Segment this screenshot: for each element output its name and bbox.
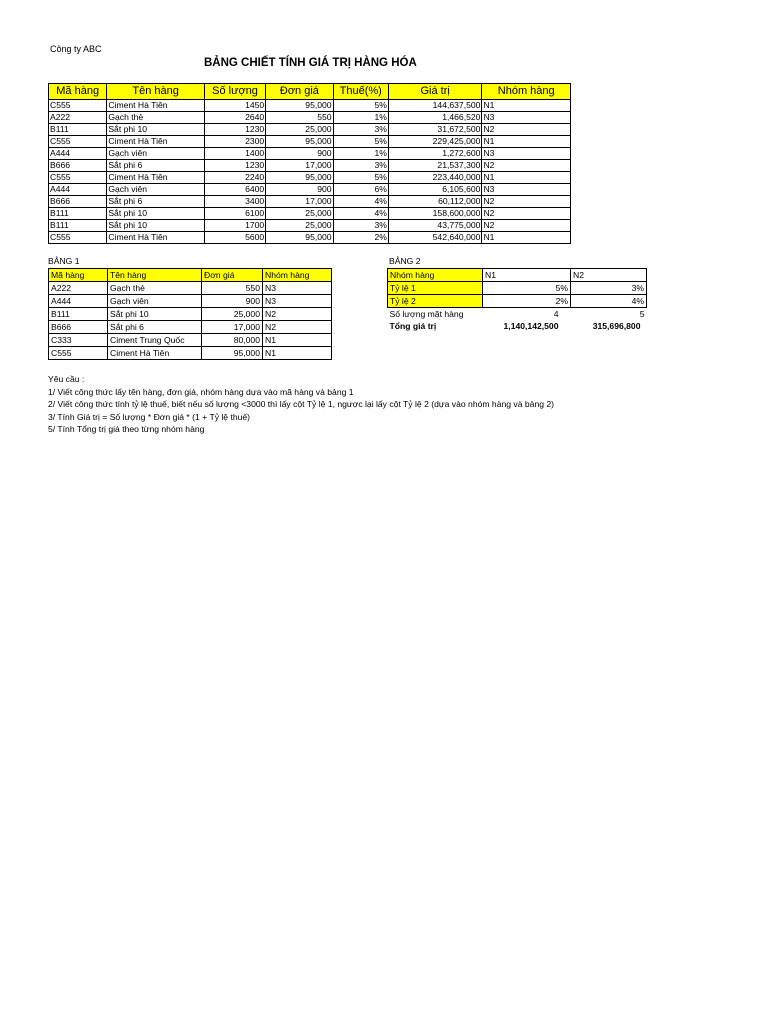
- cell-so-luong[interactable]: 1400: [204, 148, 265, 160]
- table-row: [49, 220, 571, 232]
- cell-ma-hang[interactable]: C555: [49, 100, 107, 112]
- cell-don-gia[interactable]: 95,000: [266, 172, 333, 184]
- table-row: [49, 208, 571, 220]
- cell-ma-hang[interactable]: B111: [49, 208, 107, 220]
- bang2-header-label[interactable]: Nhóm hàng: [388, 269, 483, 282]
- header-don-gia[interactable]: Đơn giá: [266, 84, 333, 100]
- cell-ten-hang[interactable]: Ciment Hà Tiên: [107, 136, 205, 148]
- cell-ten-hang[interactable]: Sắt phi 6: [107, 160, 205, 172]
- bang2-table: [387, 268, 647, 332]
- header-nhom-hang[interactable]: Nhóm hàng: [482, 84, 571, 100]
- cell-don-gia[interactable]: 900: [202, 295, 263, 308]
- cell-thue[interactable]: 2%: [333, 232, 388, 244]
- table-row: [49, 136, 571, 148]
- cell-ten-hang[interactable]: Ciment Hà Tiên: [108, 347, 202, 360]
- main-table-header: [49, 84, 571, 100]
- bang2-group-n1[interactable]: N1: [483, 269, 571, 282]
- table-row: [49, 124, 571, 136]
- cell-nhom-hang[interactable]: N2: [482, 124, 571, 136]
- ty-le-1-label[interactable]: Tỷ lệ 1: [388, 282, 483, 295]
- note-item: 2/ Viết công thức tính tỷ lệ thuế, biết nếu số lượng <3000 thì lấy cột Tỷ lệ 1, ngược lại lấy cột Tỷ lệ 2 (dựa vào nhóm hàng và bảng 2): [48, 399, 555, 409]
- cell-ma-hang[interactable]: C333: [49, 334, 108, 347]
- table-row: [49, 321, 332, 334]
- cell-ma-hang[interactable]: C555: [49, 136, 107, 148]
- cell-don-gia[interactable]: 550: [202, 282, 263, 295]
- table-row: [49, 184, 571, 196]
- cell-don-gia[interactable]: 95,000: [202, 347, 263, 360]
- cell-so-luong[interactable]: 2300: [204, 136, 265, 148]
- cell-gia-tri[interactable]: 542,640,000: [388, 232, 482, 244]
- bang1-header: [49, 269, 332, 282]
- page-title: BẢNG CHIẾT TÍNH GIÁ TRỊ HÀNG HÓA: [204, 57, 417, 69]
- table-row: [49, 160, 571, 172]
- cell-nhom-hang[interactable]: N2: [482, 220, 571, 232]
- bang2-ty-le-2-row: [388, 295, 647, 308]
- header-ten-hang[interactable]: Tên hàng: [107, 84, 205, 100]
- cell-don-gia[interactable]: 900: [266, 184, 333, 196]
- cell-don-gia[interactable]: 95,000: [266, 232, 333, 244]
- so-luong-n2[interactable]: 5: [639, 309, 645, 319]
- cell-ten-hang[interactable]: Sắt phi 10: [107, 208, 205, 220]
- cell-don-gia[interactable]: 17,000: [266, 160, 333, 172]
- cell-ten-hang[interactable]: Ciment Hà Tiên: [107, 100, 205, 112]
- cell-nhom-hang[interactable]: N1: [263, 334, 332, 347]
- tong-gia-tri-label[interactable]: Tổng giá trị: [389, 321, 437, 331]
- cell-thue[interactable]: 5%: [333, 100, 388, 112]
- cell-nhom-hang[interactable]: N1: [482, 232, 571, 244]
- bang1-header-ten-hang[interactable]: Tên hàng: [108, 269, 202, 282]
- cell-nhom-hang[interactable]: N1: [482, 136, 571, 148]
- ty-le-2-n2[interactable]: 4%: [571, 295, 647, 308]
- cell-so-luong[interactable]: 6100: [204, 208, 265, 220]
- cell-ma-hang[interactable]: B666: [49, 196, 107, 208]
- cell-don-gia[interactable]: 95,000: [266, 100, 333, 112]
- cell-thue[interactable]: 5%: [333, 172, 388, 184]
- header-ma-hang[interactable]: Mã hàng: [49, 84, 107, 100]
- table-row: [49, 347, 332, 360]
- ty-le-2-n1[interactable]: 2%: [483, 295, 571, 308]
- cell-thue[interactable]: 3%: [333, 124, 388, 136]
- cell-gia-tri[interactable]: 223,440,000: [388, 172, 482, 184]
- cell-don-gia[interactable]: 17,000: [202, 321, 263, 334]
- table-row: [49, 334, 332, 347]
- cell-nhom-hang[interactable]: N3: [263, 295, 332, 308]
- cell-nhom-hang[interactable]: N1: [482, 100, 571, 112]
- bang2-so-luong-row: [388, 308, 647, 321]
- cell-so-luong[interactable]: 1700: [204, 220, 265, 232]
- requirements-notes: [48, 373, 554, 436]
- main-table: [48, 83, 571, 244]
- cell-don-gia[interactable]: 80,000: [202, 334, 263, 347]
- cell-ten-hang[interactable]: Sắt phi 10: [107, 220, 205, 232]
- table-row: [49, 295, 332, 308]
- so-luong-mat-hang-label[interactable]: Số lượng mặt hàng: [389, 309, 464, 319]
- bang1-header-ma-hang[interactable]: Mã hàng: [49, 269, 108, 282]
- cell-ma-hang[interactable]: A222: [49, 282, 108, 295]
- ty-le-1-n2[interactable]: 3%: [571, 282, 647, 295]
- company-name: Công ty ABC: [50, 44, 102, 54]
- cell-thue[interactable]: 3%: [333, 160, 388, 172]
- cell-don-gia[interactable]: 25,000: [202, 308, 263, 321]
- cell-nhom-hang[interactable]: N2: [482, 196, 571, 208]
- cell-thue[interactable]: 6%: [333, 184, 388, 196]
- cell-ten-hang[interactable]: Gạch viên: [107, 184, 205, 196]
- table-row: [49, 282, 332, 295]
- so-luong-n1[interactable]: 4: [553, 309, 559, 319]
- cell-so-luong[interactable]: 5600: [204, 232, 265, 244]
- cell-gia-tri[interactable]: 158,600,000: [388, 208, 482, 220]
- cell-nhom-hang[interactable]: N1: [482, 172, 571, 184]
- bang1-header-nhom-hang[interactable]: Nhóm hàng: [263, 269, 332, 282]
- ty-le-1-n1[interactable]: 5%: [483, 282, 571, 295]
- cell-ma-hang[interactable]: A444: [49, 295, 108, 308]
- table-row: [49, 148, 571, 160]
- note-item: 5/ Tính Tổng trị giá theo từng nhóm hàng: [48, 424, 205, 434]
- header-gia-tri[interactable]: Giá trị: [388, 84, 482, 100]
- cell-gia-tri[interactable]: 144,637,500: [388, 100, 482, 112]
- bang1-table: [48, 268, 332, 360]
- cell-ma-hang[interactable]: C555: [49, 232, 107, 244]
- cell-ten-hang[interactable]: Sắt phi 6: [108, 321, 202, 334]
- table-row: [49, 172, 571, 184]
- cell-ma-hang[interactable]: B666: [49, 160, 107, 172]
- cell-ten-hang[interactable]: Ciment Trung Quốc: [108, 334, 202, 347]
- cell-so-luong[interactable]: 1230: [204, 124, 265, 136]
- cell-ten-hang[interactable]: Gạch viên: [107, 148, 205, 160]
- cell-gia-tri[interactable]: 6,105,600: [388, 184, 482, 196]
- cell-don-gia[interactable]: 25,000: [266, 220, 333, 232]
- bang2-tong-row: [388, 320, 647, 332]
- cell-gia-tri[interactable]: 43,775,000: [388, 220, 482, 232]
- cell-ten-hang[interactable]: Sắt phi 6: [107, 196, 205, 208]
- cell-ma-hang[interactable]: B111: [49, 308, 108, 321]
- cell-nhom-hang[interactable]: N1: [263, 347, 332, 360]
- cell-nhom-hang[interactable]: N2: [263, 308, 332, 321]
- cell-ten-hang[interactable]: Gạch thẻ: [107, 112, 205, 124]
- bang2-ty-le-1-row: [388, 282, 647, 295]
- bang2-group-n2[interactable]: N2: [571, 269, 647, 282]
- cell-thue[interactable]: 4%: [333, 196, 388, 208]
- table-row: [49, 100, 571, 112]
- cell-gia-tri[interactable]: 21,537,300: [388, 160, 482, 172]
- cell-so-luong[interactable]: 6400: [204, 184, 265, 196]
- cell-thue[interactable]: 3%: [333, 220, 388, 232]
- cell-so-luong[interactable]: 1230: [204, 160, 265, 172]
- header-so-luong[interactable]: Số lượng: [204, 84, 265, 100]
- cell-gia-tri[interactable]: 60,112,000: [388, 196, 482, 208]
- cell-gia-tri[interactable]: 31,672,500: [388, 124, 482, 136]
- cell-ma-hang[interactable]: C555: [49, 347, 108, 360]
- note-item: 1/ Viết công thức lấy tên hàng, đơn giá, nhóm hàng dựa vào mã hàng và bảng 1: [48, 386, 354, 397]
- cell-gia-tri[interactable]: 1,466,520: [388, 112, 482, 124]
- cell-ma-hang[interactable]: A444: [49, 184, 107, 196]
- cell-ten-hang[interactable]: Gạch viên: [108, 295, 202, 308]
- cell-ten-hang[interactable]: Sắt phi 10: [108, 308, 202, 321]
- cell-ma-hang[interactable]: C555: [49, 172, 107, 184]
- cell-ma-hang[interactable]: B111: [49, 220, 107, 232]
- notes-heading: Yêu cầu :: [48, 374, 85, 384]
- cell-nhom-hang[interactable]: N3: [263, 282, 332, 295]
- cell-nhom-hang[interactable]: N2: [482, 160, 571, 172]
- bang2-label: BẢNG 2: [389, 256, 421, 266]
- cell-ma-hang[interactable]: B666: [49, 321, 108, 334]
- cell-ma-hang[interactable]: A444: [49, 148, 107, 160]
- cell-ten-hang[interactable]: Ciment Hà Tiên: [107, 232, 205, 244]
- cell-ma-hang[interactable]: A222: [49, 112, 107, 124]
- cell-gia-tri[interactable]: 229,425,000: [388, 136, 482, 148]
- cell-don-gia[interactable]: 550: [266, 112, 333, 124]
- table-row: [49, 196, 571, 208]
- tong-n1[interactable]: 1,140,142,500: [503, 321, 559, 331]
- table-row: [49, 232, 571, 244]
- cell-so-luong[interactable]: 3400: [204, 196, 265, 208]
- cell-ten-hang[interactable]: Sắt phi 10: [107, 124, 205, 136]
- cell-thue[interactable]: 5%: [333, 136, 388, 148]
- cell-ten-hang[interactable]: Ciment Hà Tiên: [107, 172, 205, 184]
- note-item: 3/ Tính Giá trị = Số lượng * Đơn giá * (1 + Tỷ lệ thuế): [48, 411, 251, 422]
- cell-don-gia[interactable]: 95,000: [266, 136, 333, 148]
- cell-so-luong[interactable]: 2240: [204, 172, 265, 184]
- cell-nhom-hang[interactable]: N3: [482, 112, 571, 124]
- header-thue[interactable]: Thuế(%): [333, 84, 388, 100]
- cell-nhom-hang[interactable]: N3: [482, 148, 571, 160]
- cell-don-gia[interactable]: 25,000: [266, 124, 333, 136]
- bang1-label: BẢNG 1: [48, 256, 80, 266]
- cell-ma-hang[interactable]: B111: [49, 124, 107, 136]
- ty-le-2-label[interactable]: Tỷ lệ 2: [388, 295, 483, 308]
- tong-n2[interactable]: 315,696,800: [592, 321, 641, 331]
- cell-so-luong[interactable]: 2640: [204, 112, 265, 124]
- cell-nhom-hang[interactable]: N2: [482, 208, 571, 220]
- table-row: [49, 112, 571, 124]
- bang1-header-don-gia[interactable]: Đơn giá: [202, 269, 263, 282]
- cell-don-gia[interactable]: 17,000: [266, 196, 333, 208]
- cell-nhom-hang[interactable]: N2: [263, 321, 332, 334]
- table-row: [49, 308, 332, 321]
- cell-don-gia[interactable]: 900: [266, 148, 333, 160]
- cell-ten-hang[interactable]: Gạch thẻ: [108, 282, 202, 295]
- cell-so-luong[interactable]: 1450: [204, 100, 265, 112]
- cell-thue[interactable]: 4%: [333, 208, 388, 220]
- cell-thue[interactable]: 1%: [333, 112, 388, 124]
- cell-thue[interactable]: 1%: [333, 148, 388, 160]
- cell-nhom-hang[interactable]: N3: [482, 184, 571, 196]
- cell-don-gia[interactable]: 25,000: [266, 208, 333, 220]
- cell-gia-tri[interactable]: 1,272,600: [388, 148, 482, 160]
- bang2-header-row: [388, 269, 647, 282]
